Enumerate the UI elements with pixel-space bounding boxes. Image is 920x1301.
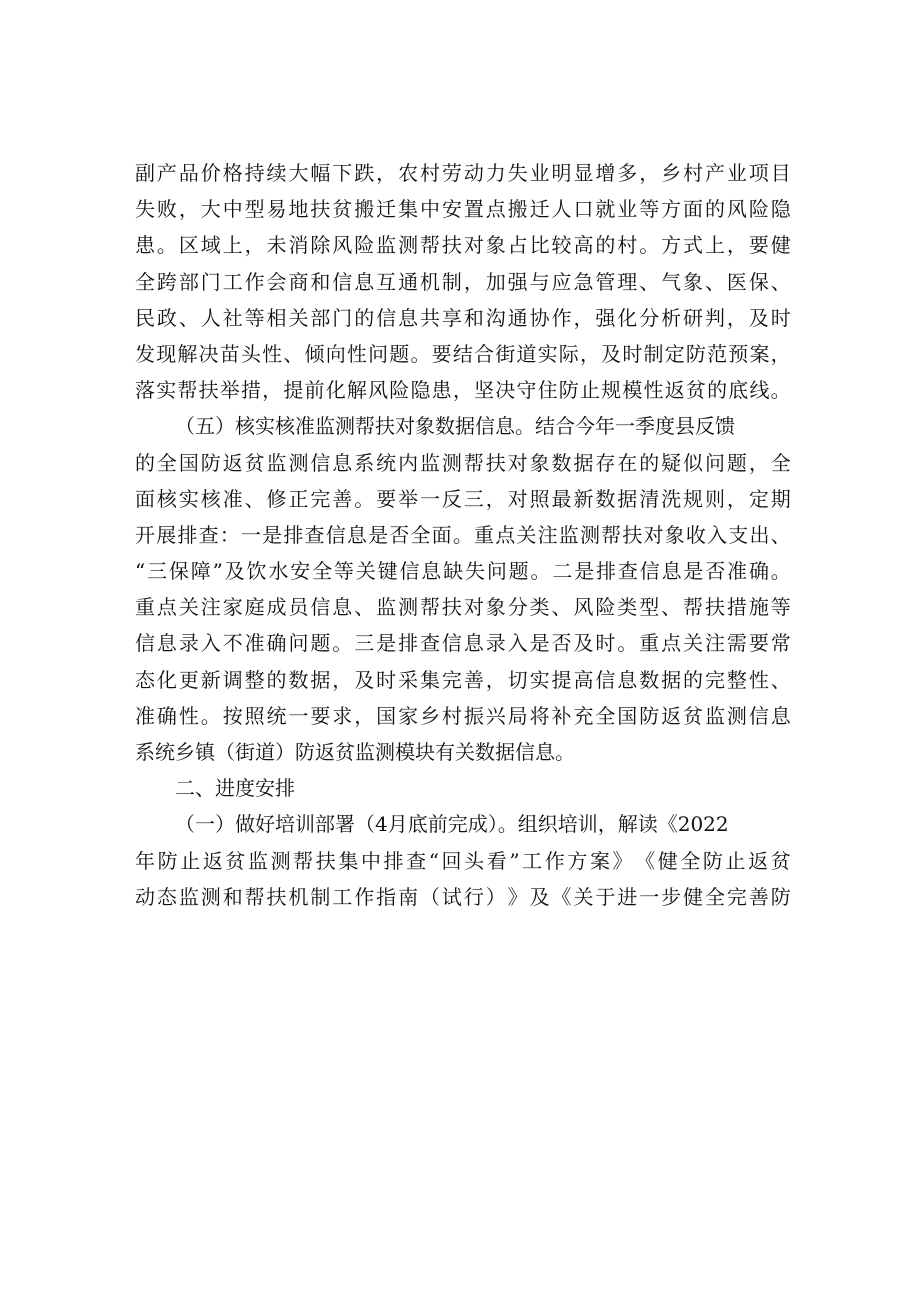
text-line: 系统乡镇（街道）防返贫监测模块有关数据信息。 <box>135 740 575 764</box>
text-line: 年 防 止 返 贫 监 测 帮 扶 集 中 排 查 “ 回 头 看 ” 工 作 方 案 》 《 健 全 防 止 返 贫 <box>135 848 791 873</box>
text-line: 全 跨 部 门 工 作 会 商 和 信 息 互 通 机 制 ， 加 强 与 应 急 管 理 、 气 象 、 医 保 、 <box>135 269 791 294</box>
text-line: 落 实 帮 扶 举 措 ， 提 前 化 解 风 险 隐 患 ， 坚 决 守 住 防 止 规 模 性 返 贫 的 底 线 。 <box>135 378 791 403</box>
text-line: “ 三 保 障 ” 及 饮 水 安 全 等 关 键 信 息 缺 失 问 题 。 二 是 排 查 信 息 是 否 准 确 。 <box>135 559 791 584</box>
document-body <box>135 155 791 915</box>
section-heading-1: （一）做好培训部署（4月底前完成）。组织培训，解读《2022 <box>175 812 729 837</box>
text-line: 动 态 监 测 和 帮 扶 机 制 工 作 指 南 （ 试 行 ） 》 及 《 关 于 进 一 步 健 全 完 善 防 <box>135 884 791 909</box>
text-line: 态 化 更 新 调 整 的 数 据 ， 及 时 采 集 完 善 ， 切 实 提 高 信 息 数 据 的 完 整 性 、 <box>135 667 791 692</box>
text-line: 民 政 、 人 社 等 相 关 部 门 的 信 息 共 享 和 沟 通 协 作 ， 强 化 分 析 研 判 ， 及 时 <box>135 305 791 330</box>
text-line: 失 败 ， 大 中 型 易 地 扶 贫 搬 迁 集 中 安 置 点 搬 迁 人 口 就 业 等 方 面 的 风 险 隐 <box>135 197 791 222</box>
text-line: 重 点 关 注 家 庭 成 员 信 息 、 监 测 帮 扶 对 象 分 类 、 风 险 类 型 、 帮 扶 措 施 等 <box>135 595 791 620</box>
text-line: 准 确 性 。 按 照 统 一 要 求 ， 国 家 乡 村 振 兴 局 将 补 充 全 国 防 返 贫 监 测 信 息 <box>135 703 791 728</box>
text-line: 患 。 区 域 上 ， 未 消 除 风 险 监 测 帮 扶 对 象 占 比 较 高 的 村 。 方 式 上 ， 要 健 <box>135 233 791 258</box>
text-line: 发 现 解 决 苗 头 性 、 倾 向 性 问 题 。 要 结 合 街 道 实 际 ， 及 时 制 定 防 范 预 案 ， <box>135 341 791 366</box>
text-line: 信 息 录 入 不 准 确 问 题 。 三 是 排 查 信 息 录 入 是 否 及 时 。 重 点 关 注 需 要 常 <box>135 631 791 656</box>
text-line: 面 核 实 核 准 、 修 正 完 善 。 要 举 一 反 三 ， 对 照 最 新 数 据 清 洗 规 则 ， 定 期 <box>135 486 791 511</box>
section-title-progress: 二、进度安排 <box>175 776 295 801</box>
text-line: 开 展 排 查 ： 一 是 排 查 信 息 是 否 全 面 。 重 点 关 注 监 测 帮 扶 对 象 收 入 支 出 、 <box>135 522 791 547</box>
text-line: 的 全 国 防 返 贫 监 测 信 息 系 统 内 监 测 帮 扶 对 象 数 据 存 在 的 疑 似 问 题 ， 全 <box>135 450 791 475</box>
text-line: 副 产 品 价 格 持 续 大 幅 下 跌 ， 农 村 劳 动 力 失 业 明 显 增 多 ， 乡 村 产 业 项 目 <box>135 161 791 185</box>
section-heading-5: （五）核实核准监测帮扶对象数据信息。结合今年一季度县反馈 <box>175 414 735 439</box>
